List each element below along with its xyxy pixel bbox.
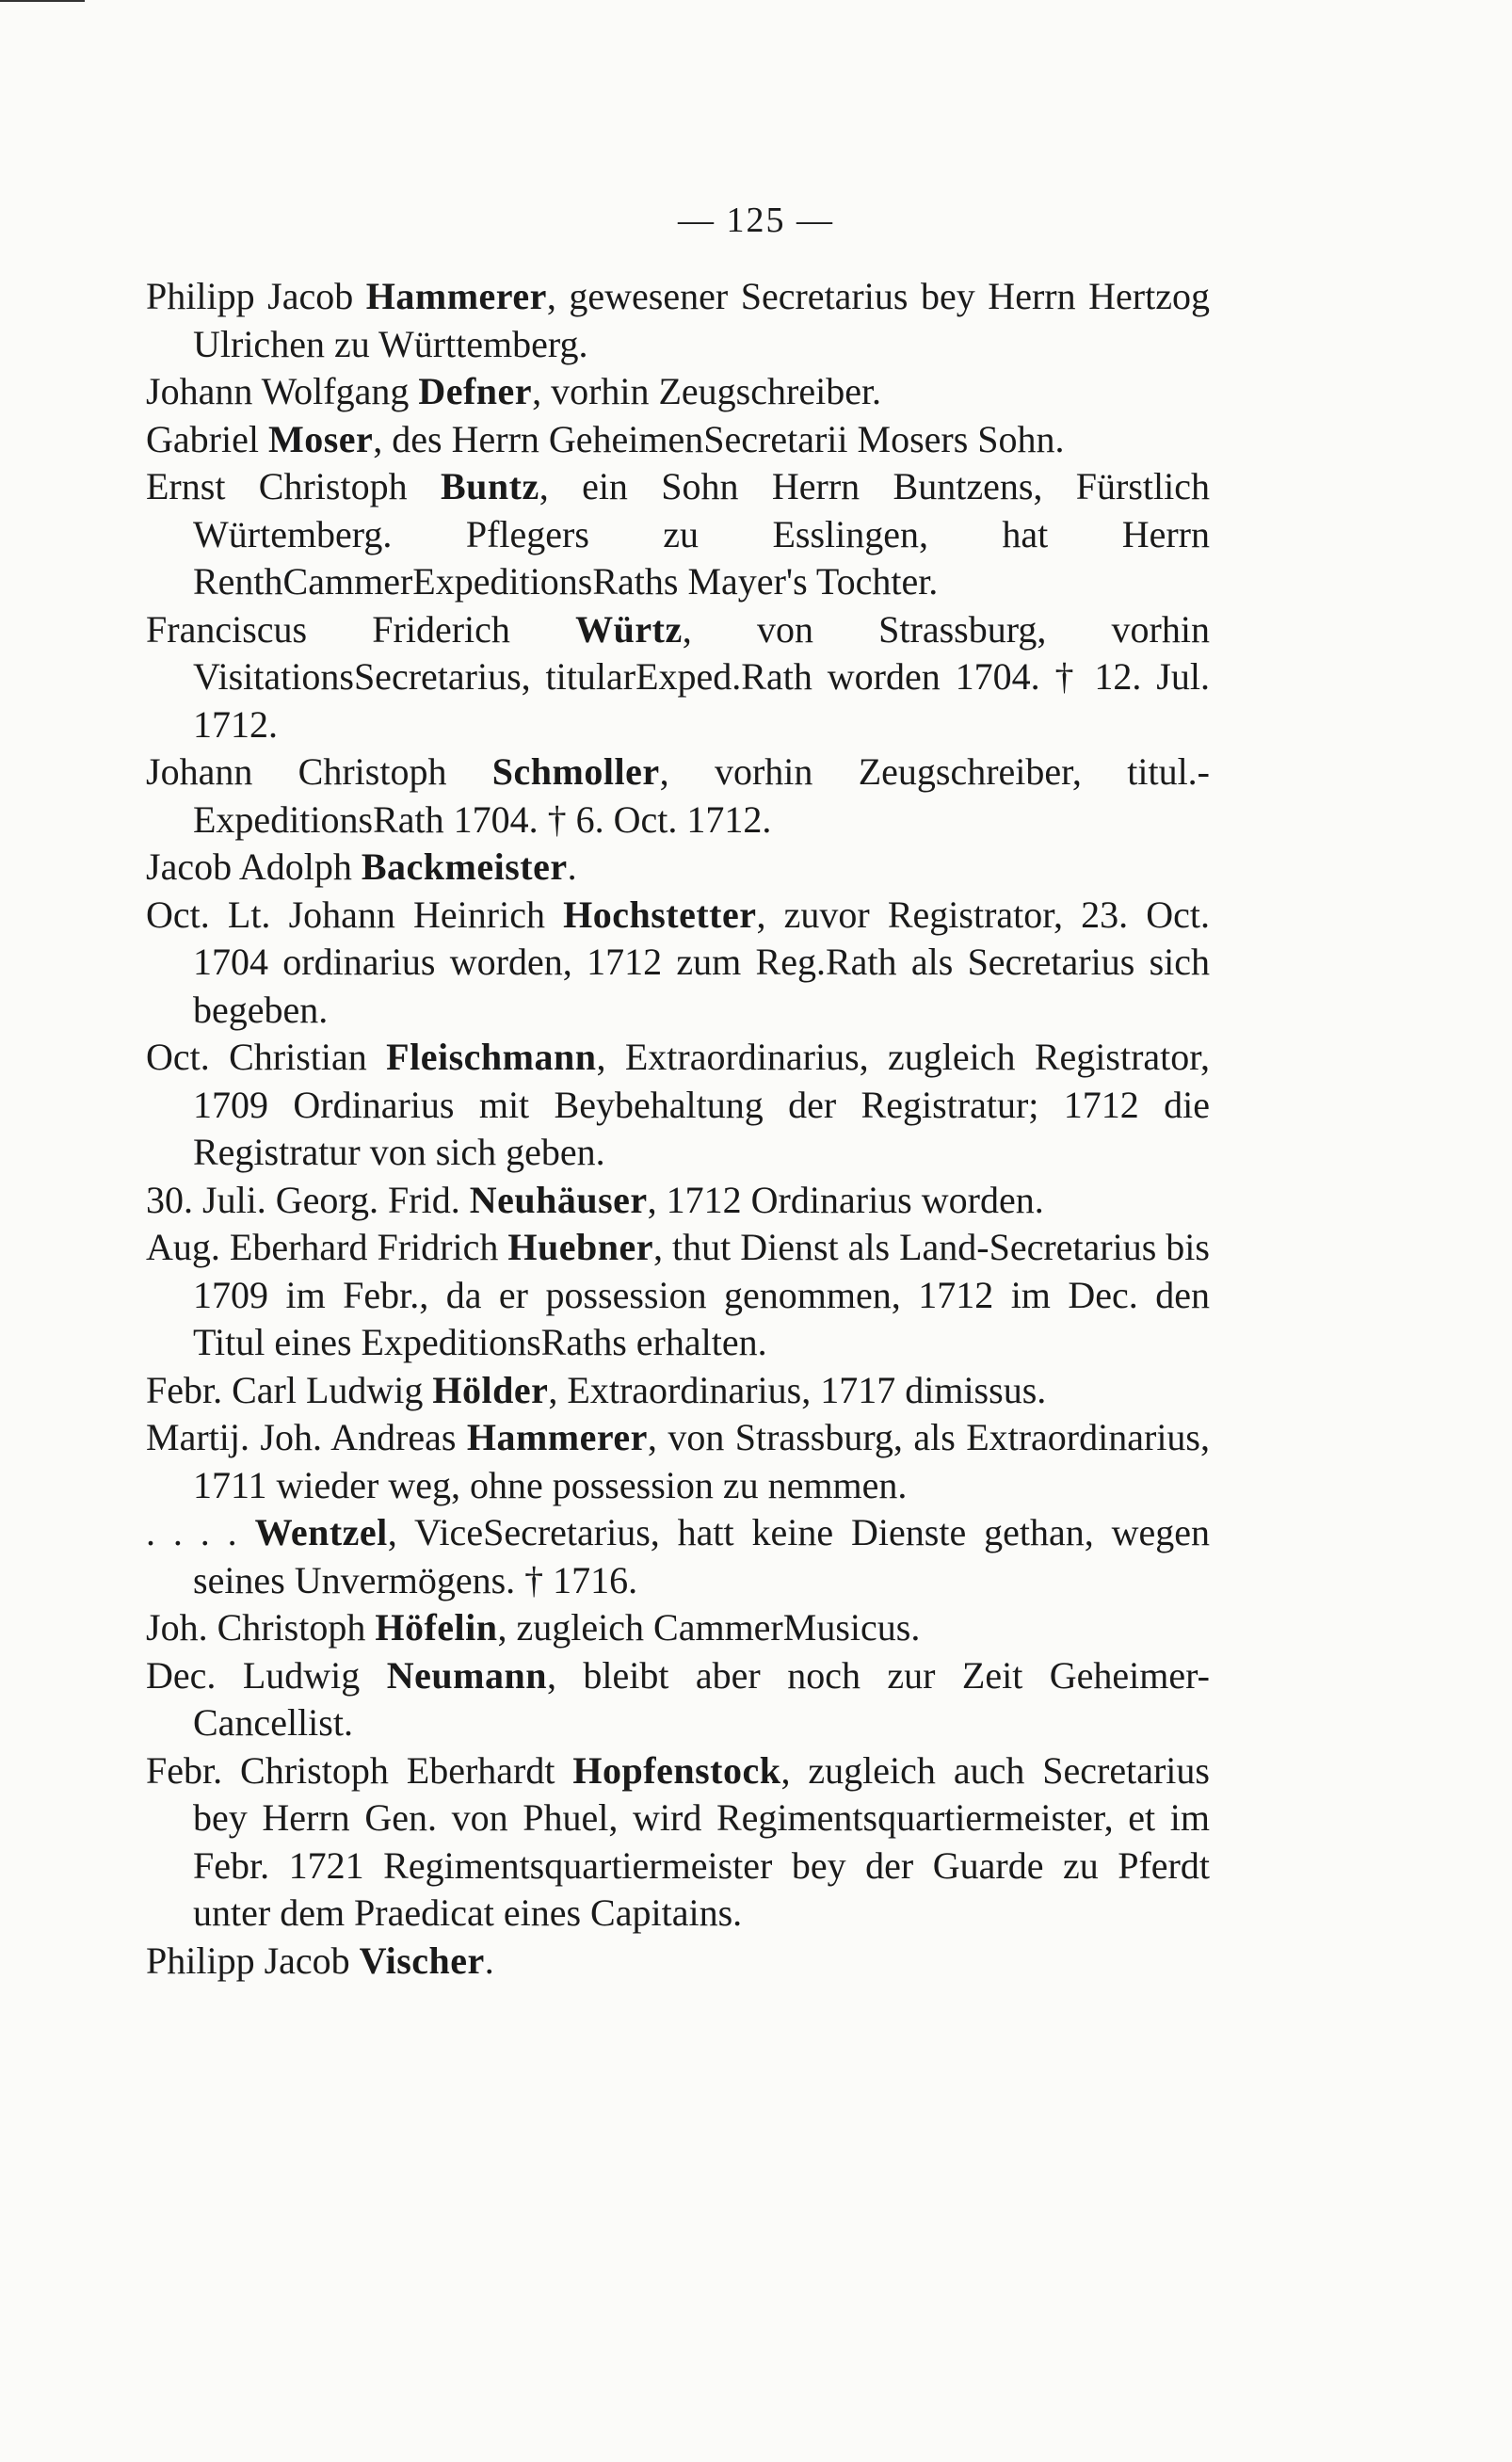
entry-year xyxy=(52,844,146,892)
entry-given-names: Johann Christoph xyxy=(146,750,492,793)
register-entry xyxy=(52,844,1210,892)
entry-year xyxy=(52,463,146,511)
entry-surname: Fleischmann xyxy=(386,1036,597,1078)
entry-surname: Hölder xyxy=(432,1368,549,1411)
entry-surname: Huebner xyxy=(507,1226,653,1268)
entry-year xyxy=(52,1509,146,1557)
entry-surname: Hopfenstock xyxy=(572,1748,781,1792)
entry-surname: Vischer xyxy=(359,1939,485,1982)
entry-year xyxy=(52,1034,146,1082)
entry-surname: Neumann xyxy=(386,1653,547,1697)
entry-surname: Neuhäuser xyxy=(469,1178,648,1221)
register-entry xyxy=(52,1414,1210,1509)
register-entry xyxy=(52,1938,1210,1986)
register-entry xyxy=(52,606,1210,749)
register-entry xyxy=(52,1652,1210,1747)
entry-description: , von Strassburg, vorhin VisitationsSecretarius, titularExped.Rath worden 1704. † 12. Jul. 1712. xyxy=(193,607,1210,746)
entry-given-names: Febr. Christoph Eberhardt xyxy=(146,1748,573,1792)
register-entry xyxy=(52,748,1210,844)
register-entry xyxy=(52,416,1210,464)
entry-description: , Extraordinarius, zugleich Registrator, 1709 Ordinarius mit Beybehaltung der Registratur; 1712 die Registratur von sich geben. xyxy=(193,1036,1210,1173)
entry-year xyxy=(52,1747,146,1795)
entry-description: , bleibt aber noch zur Zeit Geheimer-Cancellist. xyxy=(193,1653,1210,1744)
entry-list xyxy=(52,273,1210,1985)
entry-given-names: Philipp Jacob xyxy=(146,275,366,317)
entry-year xyxy=(52,1414,146,1462)
entry-surname: Defner xyxy=(418,370,533,412)
entry-given-names: Ernst Christoph xyxy=(146,465,441,507)
entry-year xyxy=(52,416,146,464)
entry-description: , zugleich auch Secretarius bey Herrn Gen. von Phuel, wird Regimentsquartiermeister, et im Febr. 1721 Regimentsquartiermeister bey der Guarde zu Pferdt unter dem Praedicat eines Capitains. xyxy=(193,1748,1210,1934)
entry-given-names: 30. Juli. Georg. Frid. xyxy=(146,1178,470,1221)
page-number: — 125 — xyxy=(678,201,834,240)
entry-year xyxy=(52,1367,146,1415)
entry-description: , des Herrn GeheimenSecretarii Mosers Sohn. xyxy=(373,417,1065,460)
entry-given-names: . . . . xyxy=(146,1511,255,1553)
entry-given-names: Dec. Ludwig xyxy=(146,1653,387,1697)
entry-surname: Hochstetter xyxy=(563,893,757,936)
entry-given-names: Martij. Joh. Andreas xyxy=(146,1416,467,1458)
register-entry xyxy=(52,273,1210,368)
register-entry xyxy=(52,1747,1210,1938)
entry-surname: Hammerer xyxy=(466,1416,648,1458)
entry-surname: Hammerer xyxy=(365,275,547,317)
register-entry xyxy=(52,1034,1210,1177)
entry-description: , von Strassburg, als Extraordinarius, 1711 wieder weg, ohne possession zu nemmen. xyxy=(193,1416,1210,1506)
entry-description: . xyxy=(567,845,577,888)
entry-description: , zuvor Registrator, 23. Oct. 1704 ordinarius worden, 1712 zum Reg.Rath als Secretarius sich begeben. xyxy=(193,893,1210,1031)
entry-given-names: Joh. Christoph xyxy=(146,1606,376,1649)
register-entry xyxy=(52,1224,1210,1367)
register-entry xyxy=(52,463,1210,606)
entry-surname: Wentzel xyxy=(254,1511,388,1553)
entry-surname: Höfelin xyxy=(375,1606,498,1649)
entry-description: , 1712 Ordinarius worden. xyxy=(647,1178,1044,1221)
entry-surname: Schmoller xyxy=(491,750,660,793)
entry-description: , ein Sohn Herrn Buntzens, Fürstlich Würtemberg. Pflegers zu Esslingen, hat Herrn RenthCammerExpeditionsRaths Mayer's Tochter. xyxy=(193,465,1210,603)
entry-description: , thut Dienst als Land-Secretarius bis 1709 im Febr., da er possession genommen, 1712 im Dec. den Titul eines ExpeditionsRaths erhalten. xyxy=(193,1226,1210,1363)
register-entry xyxy=(52,1367,1210,1415)
entry-year xyxy=(52,1938,146,1986)
entry-description: . xyxy=(484,1939,494,1982)
entry-description: , gewesener Secretarius bey Herrn Hertzog Ulrichen zu Württemberg. xyxy=(193,275,1210,365)
entry-given-names: Jacob Adolph xyxy=(146,845,362,888)
register-entry xyxy=(52,892,1210,1035)
entry-year xyxy=(52,273,146,321)
entry-surname: Backmeister xyxy=(361,845,568,888)
entry-given-names: Aug. Eberhard Fridrich xyxy=(146,1226,508,1268)
register-entry xyxy=(52,1509,1210,1604)
entry-year xyxy=(52,1652,146,1700)
register-entry xyxy=(52,1604,1210,1652)
entry-year xyxy=(52,892,146,940)
entry-description: , zugleich CammerMusicus. xyxy=(497,1606,921,1649)
entry-given-names: Philipp Jacob xyxy=(146,1939,360,1982)
entry-description: , vorhin Zeugschreiber, titul.-ExpeditionsRath 1704. † 6. Oct. 1712. xyxy=(193,750,1210,841)
entry-given-names: Johann Wolfgang xyxy=(146,370,419,412)
entry-year xyxy=(52,748,146,797)
entry-given-names: Oct. Christian xyxy=(146,1036,387,1078)
entry-description: , vorhin Zeugschreiber. xyxy=(532,370,882,412)
entry-given-names: Oct. Lt. Johann Heinrich xyxy=(146,893,564,936)
scan-edge-mark xyxy=(0,0,85,2)
entry-year xyxy=(52,1224,146,1272)
entry-surname: Buntz xyxy=(440,465,539,507)
entry-description: , Extraordinarius, 1717 dimissus. xyxy=(548,1368,1047,1411)
entry-surname: Würtz xyxy=(575,607,683,651)
entry-surname: Moser xyxy=(267,417,374,460)
register-entry xyxy=(52,368,1210,416)
entry-year xyxy=(52,606,146,654)
entry-given-names: Franciscus Friderich xyxy=(146,607,576,651)
entry-year xyxy=(52,1177,146,1225)
entry-given-names: Gabriel xyxy=(146,417,268,460)
entry-given-names: Febr. Carl Ludwig xyxy=(146,1368,433,1411)
entry-description: , ViceSecretarius, hatt keine Dienste gethan, wegen seines Unvermögens. † 1716. xyxy=(193,1511,1211,1601)
register-entry xyxy=(52,1177,1210,1225)
